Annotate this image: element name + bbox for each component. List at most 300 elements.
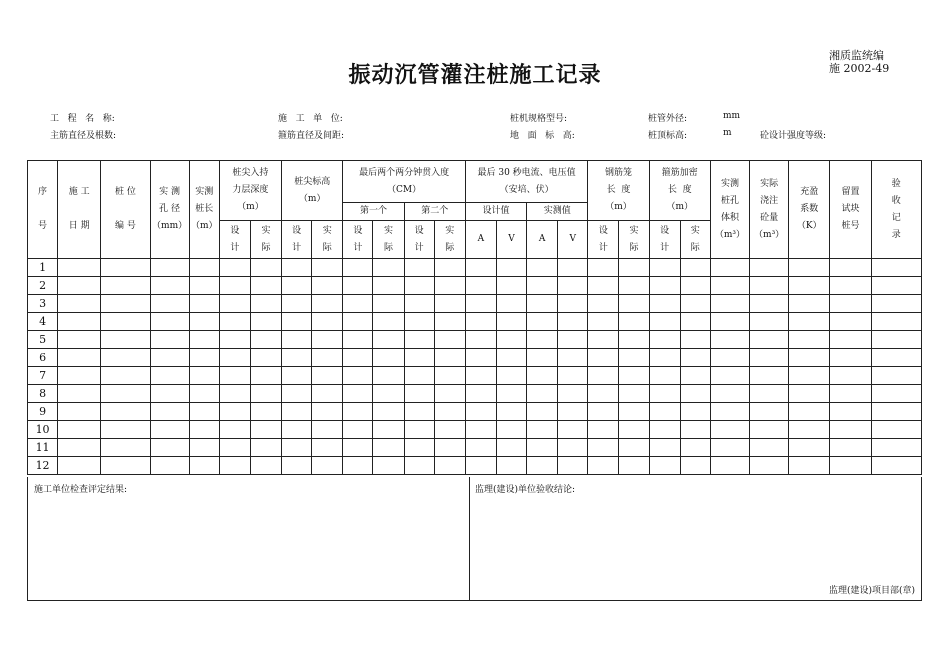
table-cell[interactable] <box>465 259 496 277</box>
table-cell[interactable] <box>373 457 404 475</box>
table-cell[interactable] <box>619 385 649 403</box>
table-cell[interactable] <box>649 295 680 313</box>
table-cell[interactable] <box>619 295 649 313</box>
table-cell[interactable] <box>282 259 312 277</box>
table-cell[interactable] <box>58 295 101 313</box>
table-cell[interactable] <box>465 439 496 457</box>
table-cell[interactable] <box>710 295 749 313</box>
table-cell[interactable] <box>343 439 373 457</box>
table-cell[interactable] <box>282 349 312 367</box>
table-cell[interactable] <box>373 385 404 403</box>
table-cell[interactable] <box>282 457 312 475</box>
table-cell[interactable] <box>871 385 921 403</box>
table-cell[interactable] <box>588 367 619 385</box>
table-cell[interactable] <box>434 367 465 385</box>
table-cell[interactable] <box>789 349 830 367</box>
table-cell[interactable] <box>750 295 789 313</box>
table-cell[interactable] <box>101 259 150 277</box>
table-cell[interactable] <box>101 295 150 313</box>
table-cell[interactable] <box>343 367 373 385</box>
table-cell[interactable] <box>558 259 588 277</box>
table-cell[interactable] <box>101 385 150 403</box>
table-cell[interactable] <box>710 331 749 349</box>
table-cell[interactable] <box>150 295 189 313</box>
table-cell[interactable] <box>312 259 343 277</box>
table-cell[interactable] <box>558 277 588 295</box>
table-cell[interactable] <box>343 313 373 331</box>
table-cell[interactable] <box>871 313 921 331</box>
table-cell[interactable] <box>189 295 219 313</box>
table-cell[interactable] <box>710 313 749 331</box>
table-cell[interactable] <box>465 349 496 367</box>
table-cell[interactable] <box>189 313 219 331</box>
table-cell[interactable] <box>680 457 710 475</box>
table-cell[interactable] <box>434 421 465 439</box>
table-cell[interactable] <box>496 421 526 439</box>
table-cell[interactable] <box>527 277 558 295</box>
table-cell[interactable] <box>750 421 789 439</box>
table-cell[interactable] <box>588 385 619 403</box>
table-cell[interactable] <box>219 295 250 313</box>
table-cell[interactable] <box>312 349 343 367</box>
table-cell[interactable] <box>434 277 465 295</box>
table-cell[interactable] <box>282 295 312 313</box>
table-cell[interactable] <box>789 439 830 457</box>
table-cell[interactable] <box>219 421 250 439</box>
table-cell[interactable] <box>282 367 312 385</box>
table-cell[interactable] <box>150 259 189 277</box>
table-cell[interactable] <box>588 457 619 475</box>
table-cell[interactable] <box>465 313 496 331</box>
table-cell[interactable] <box>649 385 680 403</box>
table-cell[interactable] <box>101 457 150 475</box>
table-cell[interactable] <box>649 259 680 277</box>
table-cell[interactable] <box>373 367 404 385</box>
table-cell[interactable] <box>465 295 496 313</box>
table-cell[interactable] <box>101 313 150 331</box>
table-cell[interactable] <box>189 331 219 349</box>
table-cell[interactable] <box>434 349 465 367</box>
table-cell[interactable] <box>250 313 281 331</box>
table-cell[interactable] <box>189 367 219 385</box>
table-cell[interactable] <box>434 295 465 313</box>
table-cell[interactable] <box>871 457 921 475</box>
table-cell[interactable] <box>649 439 680 457</box>
table-cell[interactable] <box>750 439 789 457</box>
table-cell[interactable] <box>250 331 281 349</box>
table-cell[interactable] <box>680 331 710 349</box>
table-cell[interactable] <box>150 439 189 457</box>
table-cell[interactable] <box>496 439 526 457</box>
table-cell[interactable] <box>830 439 871 457</box>
table-cell[interactable] <box>282 313 312 331</box>
table-cell[interactable] <box>789 385 830 403</box>
table-cell[interactable] <box>558 313 588 331</box>
table-cell[interactable] <box>619 457 649 475</box>
table-cell[interactable] <box>465 385 496 403</box>
table-cell[interactable] <box>312 457 343 475</box>
table-cell[interactable] <box>588 439 619 457</box>
table-cell[interactable] <box>588 403 619 421</box>
table-cell[interactable] <box>404 259 434 277</box>
table-cell[interactable] <box>404 295 434 313</box>
table-cell[interactable] <box>750 403 789 421</box>
table-cell[interactable] <box>750 349 789 367</box>
table-cell[interactable] <box>649 313 680 331</box>
table-cell[interactable] <box>649 403 680 421</box>
table-cell[interactable] <box>588 313 619 331</box>
table-cell[interactable] <box>527 367 558 385</box>
table-cell[interactable] <box>558 331 588 349</box>
table-cell[interactable] <box>312 403 343 421</box>
table-cell[interactable] <box>189 277 219 295</box>
table-cell[interactable] <box>150 457 189 475</box>
table-cell[interactable] <box>588 295 619 313</box>
table-cell[interactable] <box>312 385 343 403</box>
table-cell[interactable] <box>219 313 250 331</box>
table-cell[interactable] <box>312 313 343 331</box>
table-cell[interactable] <box>101 403 150 421</box>
table-cell[interactable] <box>588 259 619 277</box>
table-cell[interactable] <box>434 403 465 421</box>
table-cell[interactable] <box>649 331 680 349</box>
table-cell[interactable] <box>219 385 250 403</box>
table-cell[interactable] <box>343 349 373 367</box>
table-cell[interactable] <box>404 421 434 439</box>
table-cell[interactable] <box>101 331 150 349</box>
table-cell[interactable] <box>404 439 434 457</box>
table-cell[interactable] <box>404 403 434 421</box>
table-cell[interactable] <box>343 421 373 439</box>
table-cell[interactable] <box>830 313 871 331</box>
table-cell[interactable] <box>680 277 710 295</box>
table-cell[interactable] <box>871 439 921 457</box>
table-cell[interactable] <box>58 349 101 367</box>
table-cell[interactable] <box>250 439 281 457</box>
table-cell[interactable] <box>558 403 588 421</box>
table-cell[interactable] <box>312 331 343 349</box>
table-cell[interactable] <box>789 259 830 277</box>
table-cell[interactable] <box>434 259 465 277</box>
table-cell[interactable] <box>250 367 281 385</box>
table-cell[interactable] <box>710 277 749 295</box>
table-cell[interactable] <box>558 421 588 439</box>
table-cell[interactable] <box>496 277 526 295</box>
table-cell[interactable] <box>189 403 219 421</box>
table-cell[interactable] <box>619 403 649 421</box>
table-cell[interactable] <box>404 277 434 295</box>
table-cell[interactable] <box>496 385 526 403</box>
table-cell[interactable] <box>558 457 588 475</box>
table-cell[interactable] <box>250 385 281 403</box>
table-cell[interactable] <box>58 367 101 385</box>
table-cell[interactable] <box>558 439 588 457</box>
table-cell[interactable] <box>619 421 649 439</box>
table-cell[interactable] <box>496 367 526 385</box>
table-cell[interactable] <box>404 385 434 403</box>
table-cell[interactable] <box>373 313 404 331</box>
table-cell[interactable] <box>58 439 101 457</box>
table-cell[interactable] <box>789 421 830 439</box>
table-cell[interactable] <box>312 367 343 385</box>
table-cell[interactable] <box>282 385 312 403</box>
table-cell[interactable] <box>527 313 558 331</box>
table-cell[interactable] <box>189 259 219 277</box>
table-cell[interactable] <box>373 295 404 313</box>
table-cell[interactable] <box>58 313 101 331</box>
table-cell[interactable] <box>282 403 312 421</box>
table-cell[interactable] <box>680 385 710 403</box>
table-cell[interactable] <box>830 259 871 277</box>
table-cell[interactable] <box>465 367 496 385</box>
table-cell[interactable] <box>871 277 921 295</box>
table-cell[interactable] <box>789 367 830 385</box>
table-cell[interactable] <box>404 331 434 349</box>
table-cell[interactable] <box>373 439 404 457</box>
table-cell[interactable] <box>710 439 749 457</box>
table-cell[interactable] <box>830 349 871 367</box>
table-cell[interactable] <box>373 403 404 421</box>
table-cell[interactable] <box>250 421 281 439</box>
table-cell[interactable] <box>58 259 101 277</box>
table-cell[interactable] <box>465 331 496 349</box>
table-cell[interactable] <box>434 313 465 331</box>
table-cell[interactable] <box>830 421 871 439</box>
table-cell[interactable] <box>496 295 526 313</box>
table-cell[interactable] <box>343 457 373 475</box>
table-cell[interactable] <box>373 421 404 439</box>
table-cell[interactable] <box>750 367 789 385</box>
table-cell[interactable] <box>496 457 526 475</box>
table-cell[interactable] <box>101 277 150 295</box>
table-cell[interactable] <box>680 259 710 277</box>
table-cell[interactable] <box>343 259 373 277</box>
table-cell[interactable] <box>871 349 921 367</box>
table-cell[interactable] <box>219 277 250 295</box>
table-cell[interactable] <box>496 349 526 367</box>
table-cell[interactable] <box>150 331 189 349</box>
table-cell[interactable] <box>150 403 189 421</box>
table-cell[interactable] <box>527 421 558 439</box>
table-cell[interactable] <box>649 277 680 295</box>
table-cell[interactable] <box>219 439 250 457</box>
table-cell[interactable] <box>219 259 250 277</box>
table-cell[interactable] <box>649 421 680 439</box>
table-cell[interactable] <box>189 349 219 367</box>
table-cell[interactable] <box>282 421 312 439</box>
table-cell[interactable] <box>680 295 710 313</box>
table-cell[interactable] <box>830 331 871 349</box>
table-cell[interactable] <box>789 295 830 313</box>
table-cell[interactable] <box>830 367 871 385</box>
table-cell[interactable] <box>871 421 921 439</box>
table-cell[interactable] <box>750 313 789 331</box>
table-cell[interactable] <box>619 349 649 367</box>
table-cell[interactable] <box>101 439 150 457</box>
table-cell[interactable] <box>150 367 189 385</box>
table-cell[interactable] <box>496 259 526 277</box>
table-cell[interactable] <box>343 295 373 313</box>
table-cell[interactable] <box>373 259 404 277</box>
table-cell[interactable] <box>373 349 404 367</box>
table-cell[interactable] <box>189 385 219 403</box>
table-cell[interactable] <box>219 403 250 421</box>
table-cell[interactable] <box>434 457 465 475</box>
table-cell[interactable] <box>404 367 434 385</box>
table-cell[interactable] <box>250 259 281 277</box>
table-cell[interactable] <box>830 457 871 475</box>
table-cell[interactable] <box>619 367 649 385</box>
table-cell[interactable] <box>312 277 343 295</box>
table-cell[interactable] <box>219 367 250 385</box>
table-cell[interactable] <box>150 349 189 367</box>
table-cell[interactable] <box>465 277 496 295</box>
table-cell[interactable] <box>871 367 921 385</box>
table-cell[interactable] <box>282 439 312 457</box>
table-cell[interactable] <box>58 331 101 349</box>
table-cell[interactable] <box>434 385 465 403</box>
table-cell[interactable] <box>58 385 101 403</box>
table-cell[interactable] <box>830 295 871 313</box>
table-cell[interactable] <box>496 331 526 349</box>
table-cell[interactable] <box>871 331 921 349</box>
table-cell[interactable] <box>789 403 830 421</box>
table-cell[interactable] <box>189 439 219 457</box>
table-cell[interactable] <box>649 457 680 475</box>
table-cell[interactable] <box>219 331 250 349</box>
table-cell[interactable] <box>150 277 189 295</box>
table-cell[interactable] <box>588 421 619 439</box>
table-cell[interactable] <box>527 385 558 403</box>
table-cell[interactable] <box>373 331 404 349</box>
table-cell[interactable] <box>710 385 749 403</box>
table-cell[interactable] <box>312 295 343 313</box>
table-cell[interactable] <box>558 349 588 367</box>
table-cell[interactable] <box>527 295 558 313</box>
table-cell[interactable] <box>312 439 343 457</box>
table-cell[interactable] <box>710 457 749 475</box>
table-cell[interactable] <box>830 277 871 295</box>
table-cell[interactable] <box>830 385 871 403</box>
table-cell[interactable] <box>710 349 749 367</box>
table-cell[interactable] <box>101 349 150 367</box>
table-cell[interactable] <box>434 331 465 349</box>
table-cell[interactable] <box>189 457 219 475</box>
table-cell[interactable] <box>619 331 649 349</box>
table-cell[interactable] <box>750 457 789 475</box>
table-cell[interactable] <box>434 439 465 457</box>
table-cell[interactable] <box>101 421 150 439</box>
table-cell[interactable] <box>101 367 150 385</box>
table-cell[interactable] <box>282 277 312 295</box>
table-cell[interactable] <box>619 259 649 277</box>
table-cell[interactable] <box>558 295 588 313</box>
table-cell[interactable] <box>710 367 749 385</box>
table-cell[interactable] <box>343 277 373 295</box>
table-cell[interactable] <box>527 403 558 421</box>
table-cell[interactable] <box>789 313 830 331</box>
table-cell[interactable] <box>680 367 710 385</box>
table-cell[interactable] <box>250 457 281 475</box>
table-cell[interactable] <box>619 313 649 331</box>
table-cell[interactable] <box>58 403 101 421</box>
table-cell[interactable] <box>558 367 588 385</box>
table-cell[interactable] <box>750 259 789 277</box>
table-cell[interactable] <box>619 277 649 295</box>
table-cell[interactable] <box>58 421 101 439</box>
table-cell[interactable] <box>343 331 373 349</box>
table-cell[interactable] <box>789 331 830 349</box>
table-cell[interactable] <box>871 295 921 313</box>
table-cell[interactable] <box>189 421 219 439</box>
table-cell[interactable] <box>282 331 312 349</box>
table-cell[interactable] <box>219 457 250 475</box>
table-cell[interactable] <box>465 403 496 421</box>
table-cell[interactable] <box>404 457 434 475</box>
table-cell[interactable] <box>219 349 250 367</box>
table-cell[interactable] <box>750 385 789 403</box>
table-cell[interactable] <box>343 403 373 421</box>
table-cell[interactable] <box>250 295 281 313</box>
table-cell[interactable] <box>750 331 789 349</box>
table-cell[interactable] <box>588 349 619 367</box>
table-cell[interactable] <box>58 277 101 295</box>
table-cell[interactable] <box>789 457 830 475</box>
table-cell[interactable] <box>250 403 281 421</box>
table-cell[interactable] <box>710 403 749 421</box>
table-cell[interactable] <box>789 277 830 295</box>
table-cell[interactable] <box>649 349 680 367</box>
table-cell[interactable] <box>150 313 189 331</box>
table-cell[interactable] <box>588 277 619 295</box>
table-cell[interactable] <box>465 457 496 475</box>
table-cell[interactable] <box>871 259 921 277</box>
table-cell[interactable] <box>527 331 558 349</box>
table-cell[interactable] <box>527 259 558 277</box>
table-cell[interactable] <box>404 349 434 367</box>
table-cell[interactable] <box>527 457 558 475</box>
table-cell[interactable] <box>830 403 871 421</box>
table-cell[interactable] <box>619 439 649 457</box>
table-cell[interactable] <box>373 277 404 295</box>
table-cell[interactable] <box>496 313 526 331</box>
table-cell[interactable] <box>150 385 189 403</box>
table-cell[interactable] <box>871 403 921 421</box>
table-cell[interactable] <box>710 259 749 277</box>
table-cell[interactable] <box>250 277 281 295</box>
table-cell[interactable] <box>588 331 619 349</box>
table-cell[interactable] <box>527 439 558 457</box>
table-cell[interactable] <box>496 403 526 421</box>
table-cell[interactable] <box>527 349 558 367</box>
table-cell[interactable] <box>404 313 434 331</box>
table-cell[interactable] <box>649 367 680 385</box>
table-cell[interactable] <box>558 385 588 403</box>
table-cell[interactable] <box>750 277 789 295</box>
table-cell[interactable] <box>680 403 710 421</box>
table-cell[interactable] <box>680 421 710 439</box>
table-cell[interactable] <box>680 313 710 331</box>
table-cell[interactable] <box>343 385 373 403</box>
table-cell[interactable] <box>250 349 281 367</box>
table-cell[interactable] <box>58 457 101 475</box>
table-cell[interactable] <box>150 421 189 439</box>
table-cell[interactable] <box>312 421 343 439</box>
table-cell[interactable] <box>680 439 710 457</box>
table-cell[interactable] <box>465 421 496 439</box>
table-cell[interactable] <box>710 421 749 439</box>
table-cell[interactable] <box>680 349 710 367</box>
